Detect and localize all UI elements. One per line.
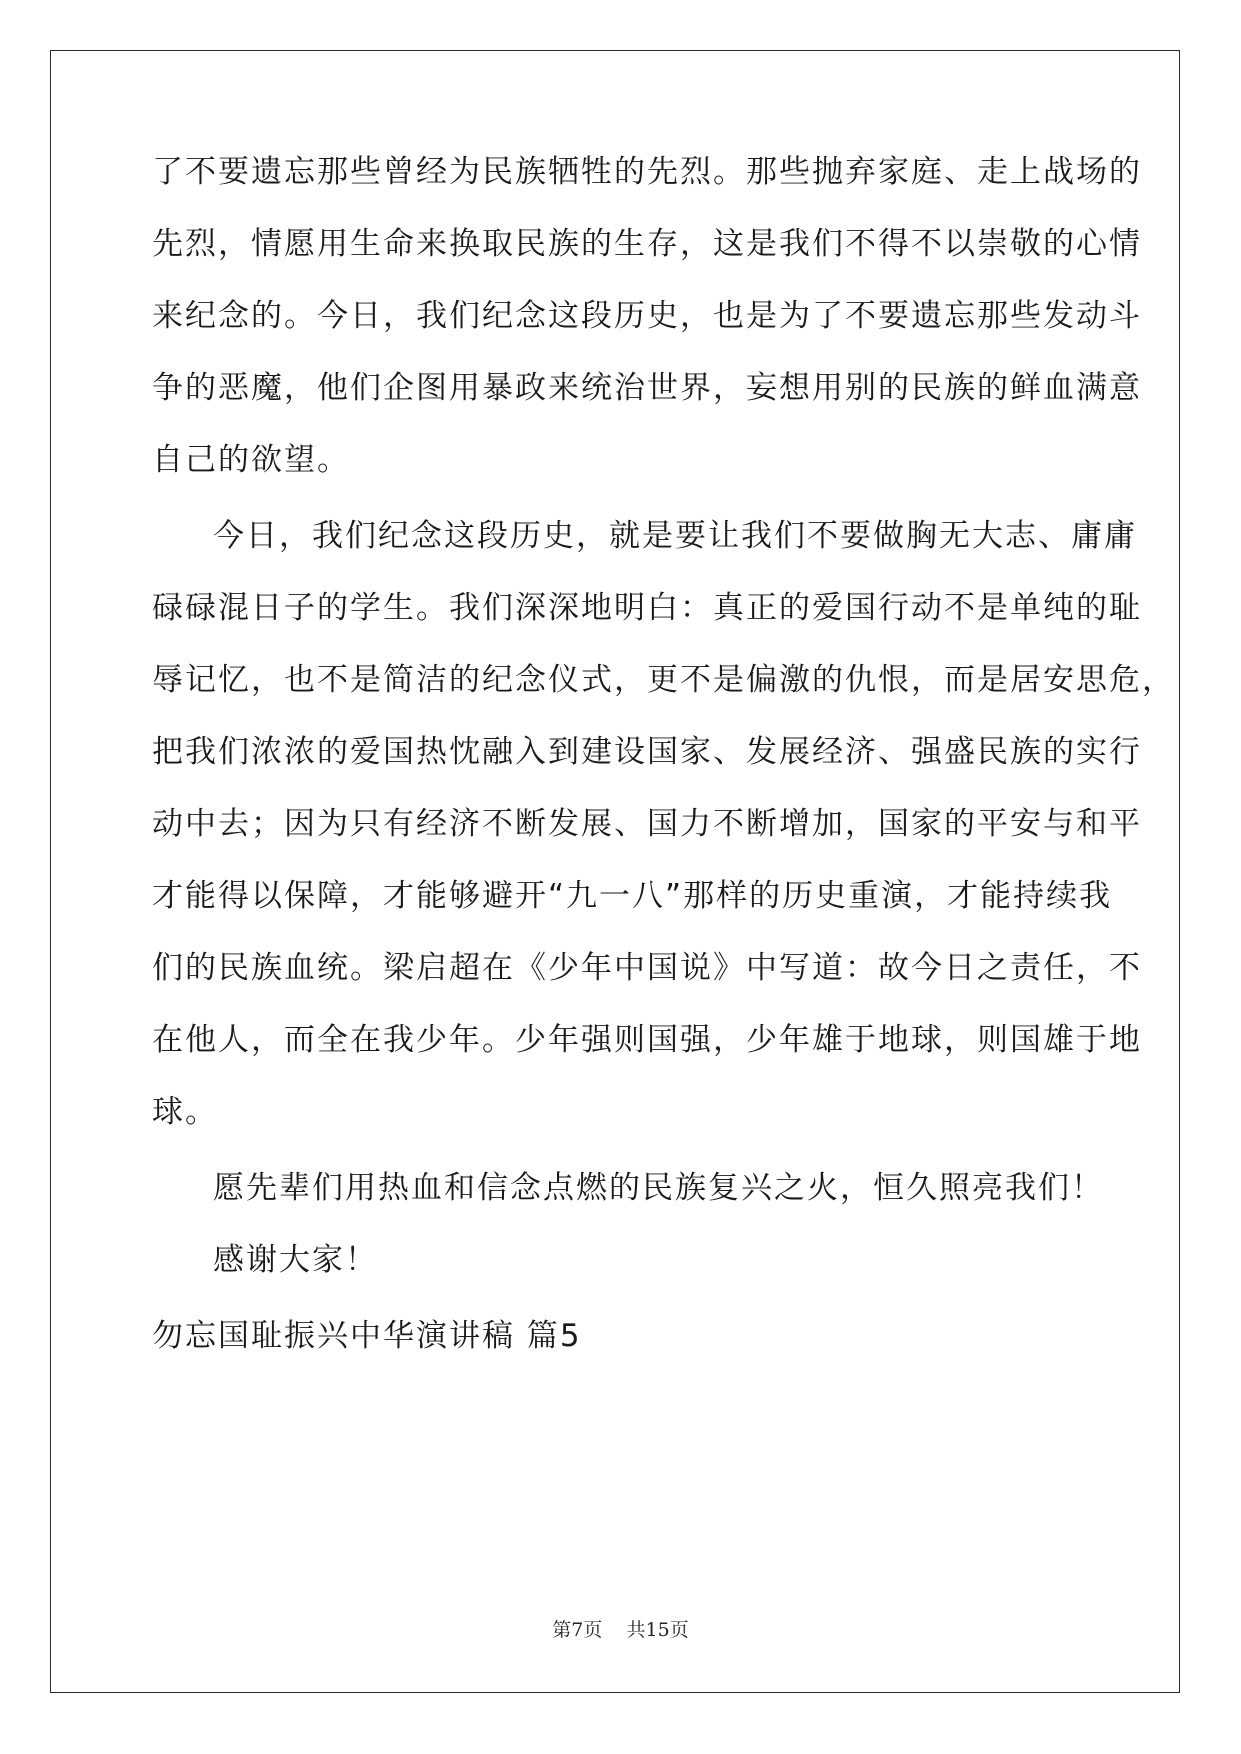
text-line: 们的民族血统。梁启超在《少年中国说》中写道：故今日之责任，不 <box>152 950 1142 986</box>
text-line: 了不要遗忘那些曾经为民族牺牲的先烈。那些抛弃家庭、走上战场的 <box>152 154 1142 190</box>
section-heading: 勿忘国耻振兴中华演讲稿 篇5 <box>152 1318 582 1354</box>
text-line: 动中去；因为只有经济不断发展、国力不断增加，国家的平安与和平 <box>152 806 1142 842</box>
page-number: 第7页 <box>552 1619 603 1641</box>
text-line: 球。 <box>152 1094 218 1130</box>
text-line: 辱记忆，也不是简洁的纪念仪式，更不是偏激的仇恨，而是居安思危， <box>152 662 1175 698</box>
text-line: 先烈，情愿用生命来换取民族的生存，这是我们不得不以崇敬的心情 <box>152 226 1142 262</box>
text-line: 争的恶魔，他们企图用暴政来统治世界，妄想用别的民族的鲜血满意 <box>152 370 1142 406</box>
text-line: 感谢大家！ <box>213 1242 378 1278</box>
page-total: 共15页 <box>626 1619 689 1641</box>
text-line: 把我们浓浓的爱国热忱融入到建设国家、发展经济、强盛民族的实行 <box>152 734 1142 770</box>
text-line: 才能得以保障，才能够避开“九一八”那样的历史重演，才能持续我 <box>152 878 1113 914</box>
text-line: 来纪念的。今日，我们纪念这段历史，也是为了不要遗忘那些发动斗 <box>152 298 1142 334</box>
text-line: 自己的欲望。 <box>152 442 350 478</box>
text-line: 碌碌混日子的学生。我们深深地明白：真正的爱国行动不是单纯的耻 <box>152 590 1142 626</box>
text-line: 在他人，而全在我少年。少年强则国强，少年雄于地球，则国雄于地 <box>152 1022 1142 1058</box>
text-line: 愿先辈们用热血和信念点燃的民族复兴之火，恒久照亮我们！ <box>213 1170 1104 1206</box>
page-footer <box>0 1615 1241 1642</box>
text-line: 今日，我们纪念这段历史，就是要让我们不要做胸无大志、庸庸 <box>213 518 1137 554</box>
